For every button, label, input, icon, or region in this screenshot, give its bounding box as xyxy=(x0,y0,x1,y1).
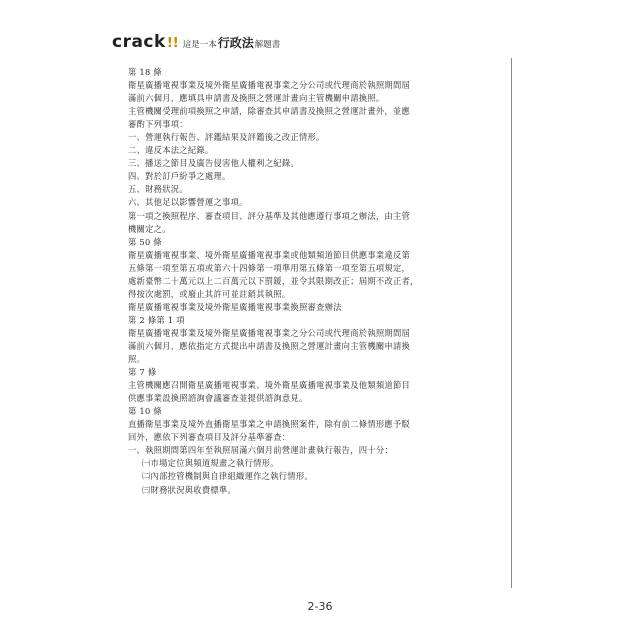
header-pre: 這是一本 xyxy=(182,40,217,50)
margin-rule xyxy=(511,58,512,588)
text-line: 五條第一項至第五項或第六十四條第一項準用第五條第一項至第五項規定， xyxy=(128,262,411,273)
article-heading: 第 10 條 xyxy=(128,406,162,417)
article-heading: 第 18 條 xyxy=(128,67,162,77)
text-line: 回外，應依下列審查項目及評分基準審查： xyxy=(128,432,291,443)
text-line: 衛星廣播電視事業、境外衛星廣播電視事業或他類頻道節目供應事業違反第 xyxy=(128,249,411,260)
list-item: 一、執照期間第四年至執照屆滿六個月前營運計畫執行報告，四十分： xyxy=(128,445,393,456)
header-subject: 行政法 xyxy=(217,36,254,50)
list-item: 二、違反本法之紀錄。 xyxy=(128,145,214,156)
list-item: 一、營運執行報告、評鑑結果及評鑑後之改正情形。 xyxy=(128,132,325,143)
list-item: 六、其他足以影響營運之事項。 xyxy=(128,197,248,208)
text-line: 機關定之。 xyxy=(128,223,171,234)
text-line: 衛星廣播電視事業及境外衛星廣播電視事業之分公司或代理商於執照期間屆 xyxy=(128,327,411,338)
sub-list-item: ㈢財務狀況與收費標準。 xyxy=(142,484,237,495)
text-line: 滿前六個月，應依指定方式提出申請書及換照之營運計畫向主管機關申請換 xyxy=(128,340,411,351)
page-header xyxy=(112,32,280,54)
brand-mark: !! xyxy=(166,36,179,51)
header-post: 解題書 xyxy=(254,40,281,50)
regulation-title: 衛星廣播電視事業及境外衛星廣播電視事業換照審查辦法 xyxy=(128,301,342,312)
text-line: 滿前六個月，應填具申請書及換照之營運計畫向主管機關申請換照。 xyxy=(128,93,385,104)
list-item: 三、播送之節目及廣告侵害他人權利之紀錄。 xyxy=(128,158,299,169)
article-heading: 第 7 條 xyxy=(128,367,157,378)
text-line: 供應事業設換照諮詢會議審查並提供諮詢意見。 xyxy=(128,393,308,404)
brand-logo: crack xyxy=(112,32,166,52)
list-item: 四、對於訂戶紛爭之處理。 xyxy=(128,171,231,182)
list-item: 五、財務狀況。 xyxy=(128,184,188,195)
text-line: 直播衛星事業及境外直播衛星事業之申請換照案件，除有前二條情形應予駁 xyxy=(128,419,411,430)
text-line: 審酌下列事項： xyxy=(128,119,188,130)
page-number: 2-36 xyxy=(307,600,333,613)
text-line: 第一項之換照程序、審查項目、評分基準及其他應遵行事項之辦法，由主管 xyxy=(128,210,411,221)
text-line: 得按次處罰，或廢止其許可並註銷其執照。 xyxy=(128,288,291,299)
article-heading: 第 50 條 xyxy=(128,236,162,247)
sub-list-item: ㈠市場定位與頻道規畫之執行情形。 xyxy=(142,458,279,469)
text-line: 衛星廣播電視事業及境外衛星廣播電視事業之分公司或代理商於執照期間屆 xyxy=(128,80,411,91)
text-line: 處新臺幣二十萬元以上二百萬元以下罰鍰，並令其限期改正；屆期不改正者， xyxy=(128,275,419,286)
article-heading: 第 2 條第 1 項 xyxy=(128,314,185,325)
text-line: 主管機關應召開衛星廣播電視事業、境外衛星廣播電視事業及他類頻道節目 xyxy=(128,380,411,391)
sub-list-item: ㈡內部控管機制與自律組織運作之執行情形。 xyxy=(142,471,313,482)
text-line: 主管機關受理前項換照之申請，除審查其申請書及換照之營運計畫外，並應 xyxy=(128,106,411,117)
text-line: 照。 xyxy=(128,354,146,365)
body-text xyxy=(128,66,506,497)
